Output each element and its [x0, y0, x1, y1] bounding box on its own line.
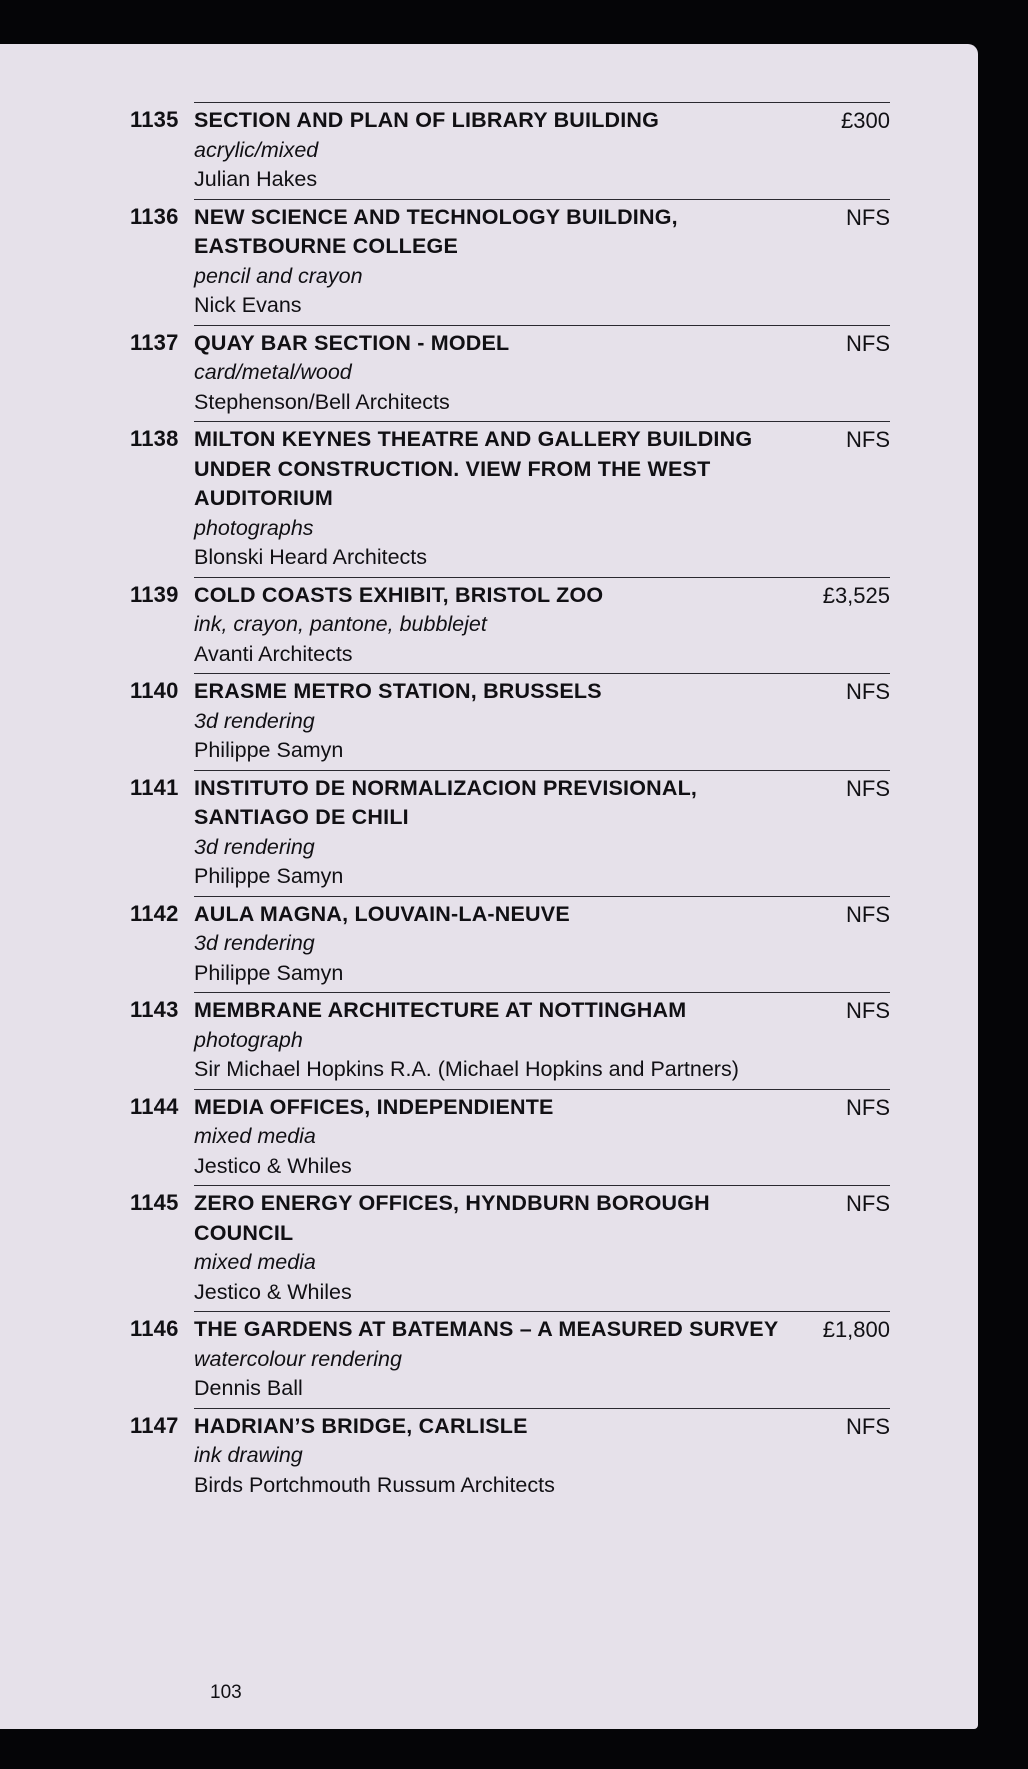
entry-title: ERASME METRO STATION, BRUSSELS [194, 679, 602, 703]
catalogue-entry [130, 992, 890, 1089]
entry-title: HADRIAN’S BRIDGE, CARLISLE [194, 1413, 528, 1438]
entry-artist: Avanti Architects [194, 641, 353, 666]
entry-medium: card/metal/wood [194, 360, 352, 384]
catalogue-entry [130, 770, 890, 896]
entry-artist: Birds Portchmouth Russum Architects [194, 1472, 555, 1497]
entry-price: £300 [841, 108, 890, 133]
entry-artist: Philippe Samyn [194, 960, 344, 985]
entry-medium: 3d rendering [194, 931, 315, 955]
entry-title: AULA MAGNA, LOUVAIN-LA-NEUVE [194, 901, 570, 926]
catalogue-entry [130, 577, 890, 674]
entry-price: NFS [846, 204, 890, 230]
entry-artist: Nick Evans [194, 293, 302, 317]
entry-title: ZERO ENERGY OFFICES, HYNDBURN BOROUGH COUNCIL [194, 1191, 710, 1245]
catalogue-entry [130, 199, 890, 325]
entry-number: 1135 [130, 107, 179, 132]
entry-title: COLD COASTS EXHIBIT, BRISTOL ZOO [194, 582, 604, 607]
entry-number: 1144 [130, 1093, 179, 1119]
entry-medium: mixed media [194, 1124, 316, 1148]
entry-title: QUAY BAR SECTION - MODEL [194, 330, 510, 355]
entry-medium: mixed media [194, 1250, 316, 1274]
entry-artist: Sir Michael Hopkins R.A. (Michael Hopkins and Partners) [194, 1057, 739, 1081]
entry-price: NFS [846, 775, 890, 801]
entry-details [194, 199, 890, 325]
entry-medium: ink drawing [194, 1443, 303, 1467]
entry-medium: 3d rendering [194, 834, 315, 859]
entry-price: NFS [846, 427, 890, 452]
entry-details [194, 770, 890, 896]
entry-medium: acrylic/mixed [194, 137, 319, 162]
entry-artist: Julian Hakes [194, 167, 318, 191]
entry-details [194, 1408, 890, 1505]
entry-number: 1145 [130, 1190, 179, 1215]
catalogue-entry [130, 673, 890, 770]
entry-details [194, 673, 890, 770]
entry-medium: photographs [194, 515, 314, 540]
entry-medium: 3d rendering [194, 708, 315, 733]
catalogue-entry-list [130, 102, 890, 1504]
catalogue-page [0, 44, 978, 1729]
entry-title: MEMBRANE ARCHITECTURE AT NOTTINGHAM [194, 998, 687, 1022]
entry-title: THE GARDENS AT BATEMANS – A MEASURED SURVEY [194, 1317, 779, 1341]
entry-number: 1141 [130, 774, 179, 800]
entry-price: NFS [846, 998, 890, 1023]
entry-number: 1137 [130, 329, 179, 355]
entry-title: MEDIA OFFICES, INDEPENDIENTE [194, 1094, 554, 1119]
page-number: 103 [210, 1682, 242, 1703]
entry-number: 1139 [130, 581, 179, 607]
entry-details [194, 1311, 890, 1408]
entry-details [194, 577, 890, 674]
catalogue-entry [130, 1408, 890, 1505]
entry-artist: Blonski Heard Architects [194, 545, 428, 569]
catalogue-entry [130, 1089, 890, 1186]
entry-price: £3,525 [822, 582, 890, 608]
entry-number: 1147 [130, 1412, 179, 1438]
entry-number: 1146 [130, 1316, 179, 1341]
entry-number: 1142 [130, 900, 179, 926]
entry-number: 1136 [130, 203, 179, 229]
entry-price: NFS [846, 1094, 890, 1120]
entry-title: SECTION AND PLAN OF LIBRARY BUILDING [194, 108, 660, 132]
entry-number: 1138 [130, 426, 179, 451]
entry-title: MILTON KEYNES THEATRE AND GALLERY BUILDING UNDER CONSTRUCTION. VIEW FROM THE WEST AUDITORIUM [194, 427, 753, 510]
entry-artist: Jestico & Whiles [194, 1279, 352, 1304]
entry-medium: ink, crayon, pantone, bubblejet [194, 612, 487, 636]
entry-title: NEW SCIENCE AND TECHNOLOGY BUILDING, EASTBOURNE COLLEGE [194, 204, 678, 258]
entry-medium: photograph [194, 1027, 303, 1052]
entry-number: 1143 [130, 997, 179, 1022]
catalogue-entry [130, 1311, 890, 1408]
entry-artist: Dennis Ball [194, 1376, 303, 1400]
entry-details [194, 421, 890, 577]
entry-artist: Philippe Samyn [194, 864, 344, 888]
entry-price: NFS [846, 679, 890, 704]
catalogue-entry [130, 421, 890, 577]
catalogue-entry [130, 896, 890, 993]
entry-details [194, 1089, 890, 1186]
entry-artist: Stephenson/Bell Architects [194, 389, 450, 414]
catalogue-entry [130, 102, 890, 199]
catalogue-entry [130, 325, 890, 422]
catalogue-entry [130, 1185, 890, 1311]
entry-number: 1140 [130, 678, 179, 703]
entry-price: NFS [846, 330, 890, 356]
entry-details [194, 325, 890, 422]
entry-title: INSTITUTO DE NORMALIZACION PREVISIONAL, SANTIAGO DE CHILI [194, 775, 698, 829]
entry-details [194, 1185, 890, 1311]
entry-artist: Philippe Samyn [194, 738, 344, 762]
entry-medium: watercolour rendering [194, 1346, 402, 1371]
entry-details [194, 992, 890, 1089]
entry-artist: Jestico & Whiles [194, 1153, 352, 1178]
entry-details [194, 102, 890, 199]
entry-medium: pencil and crayon [194, 263, 363, 288]
entry-price: £1,800 [822, 1317, 890, 1342]
entry-price: NFS [846, 1191, 890, 1216]
entry-price: NFS [846, 1413, 890, 1439]
entry-price: NFS [846, 901, 890, 927]
entry-details [194, 896, 890, 993]
